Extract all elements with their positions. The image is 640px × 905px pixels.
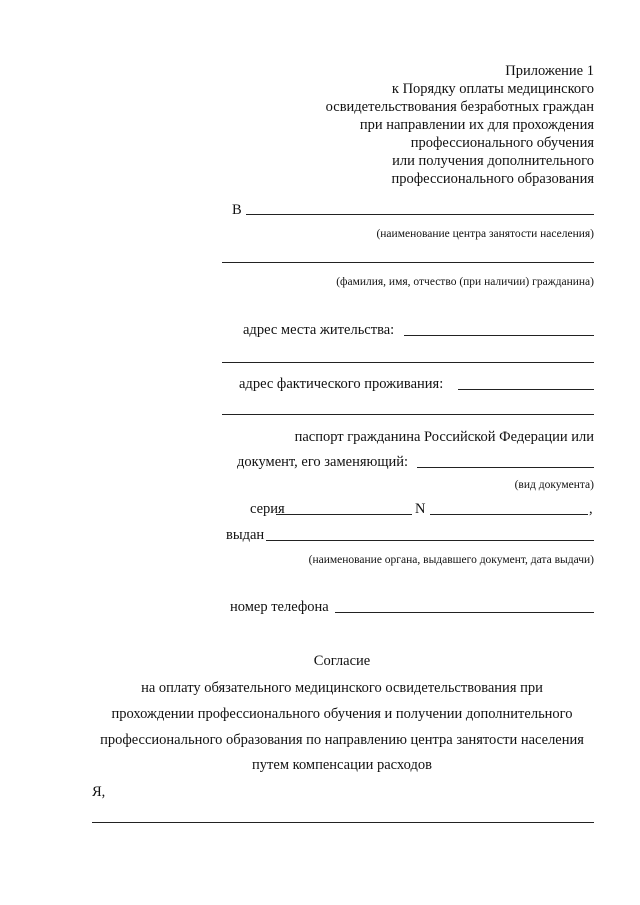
appendix-line-3: освидетельствования безработных граждан	[325, 99, 594, 115]
appendix-line-4: при направлении их для прохождения	[359, 117, 594, 133]
address-field-continued[interactable]	[222, 362, 594, 363]
number-field[interactable]	[430, 514, 588, 515]
actual-address-field[interactable]	[458, 389, 594, 390]
issuer-caption: (наименование органа, выдавшего документ, дата выдачи)	[308, 554, 594, 566]
consent-line-2: прохождении профессионального обучения и получении дополнительного	[111, 706, 573, 722]
i-name-field[interactable]	[92, 822, 594, 823]
appendix-line-7: профессионального образования	[391, 171, 594, 187]
passport-line-1: паспорт гражданина Российской Федерации или	[294, 429, 594, 445]
i-label: Я,	[92, 784, 106, 800]
actual-address-label: адрес фактического проживания:	[239, 376, 444, 392]
center-caption: (наименование центра занятости населения)	[376, 228, 594, 240]
phone-field[interactable]	[335, 612, 594, 613]
issued-label: выдан	[226, 527, 265, 543]
phone-label: номер телефона	[230, 599, 329, 615]
fio-caption: (фамилия, имя, отчество (при наличии) гражданина)	[336, 276, 594, 288]
fio-field[interactable]	[222, 262, 594, 263]
issued-field[interactable]	[266, 540, 594, 541]
consent-title: Согласие	[313, 653, 371, 669]
passport-line-2: документ, его заменяющий:	[237, 454, 409, 470]
number-label: N	[415, 501, 426, 517]
actual-address-field-continued[interactable]	[222, 414, 594, 415]
document-type-field[interactable]	[417, 467, 594, 468]
appendix-line-2: к Порядку оплаты медицинского	[391, 81, 594, 97]
appendix-line-6: или получения дополнительного	[392, 153, 594, 169]
comma: ,	[589, 501, 593, 517]
to-label: В	[232, 202, 242, 218]
consent-line-1: на оплату обязательного медицинского освидетельствования при	[141, 680, 543, 696]
appendix-line-5: профессионального обучения	[410, 135, 594, 151]
appendix-line-1: Приложение 1	[505, 63, 594, 79]
series-label: серия	[250, 501, 285, 517]
document-type-caption: (вид документа)	[514, 479, 594, 491]
address-label: адрес места жительства:	[243, 322, 395, 338]
address-field[interactable]	[404, 335, 594, 336]
consent-line-3: профессионального образования по направлению центра занятости населения	[100, 732, 584, 748]
center-name-field[interactable]	[246, 214, 594, 215]
series-field[interactable]	[276, 514, 412, 515]
consent-line-4: путем компенсации расходов	[252, 757, 432, 773]
